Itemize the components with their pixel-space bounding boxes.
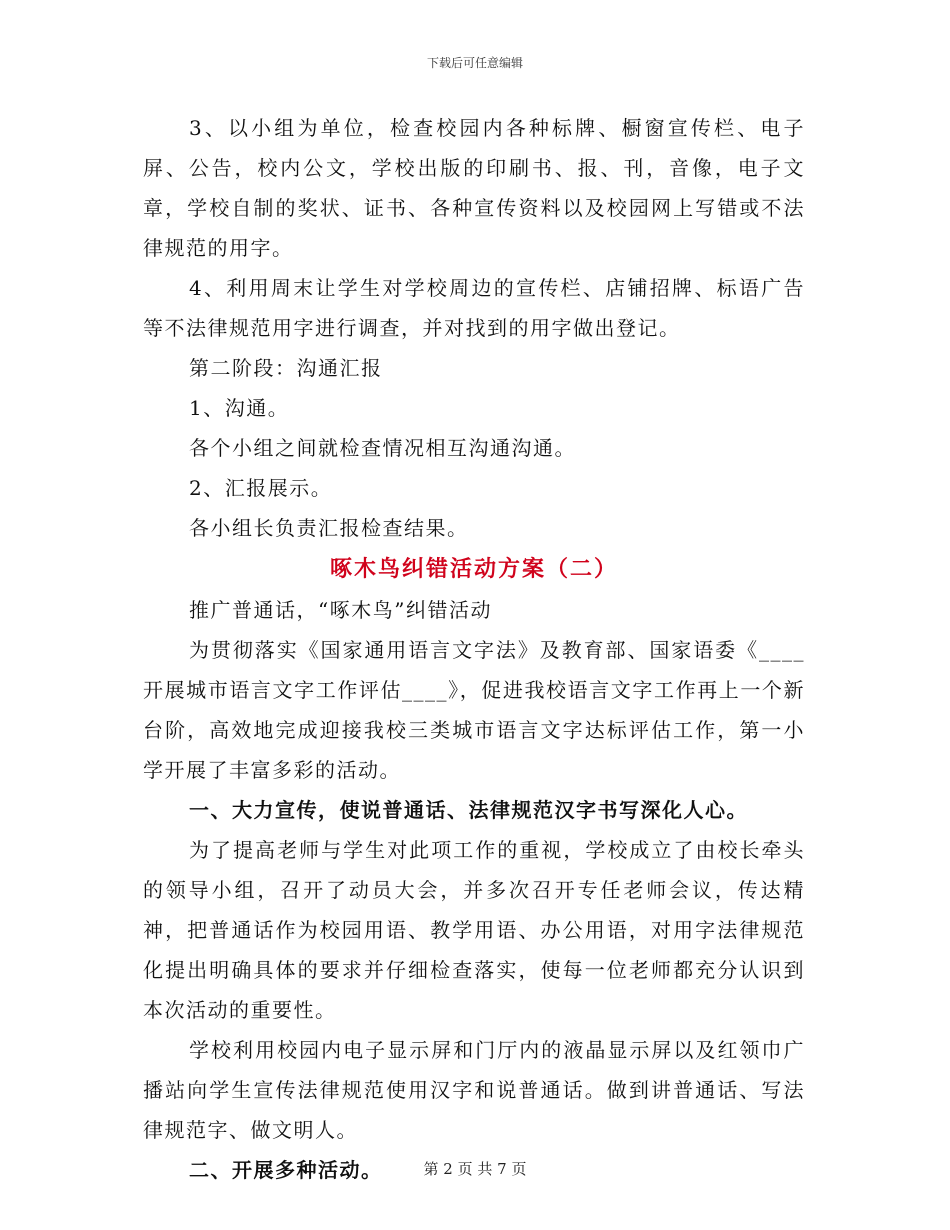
paragraph-report: 2、汇报展示。 <box>189 476 333 500</box>
paragraph-screens: 学校利用校园内电子显示屏和门厅内的液晶显示屏以及红领巾广播站向学生宣传法律规范使用汉字和说普通话。做到讲普通话、写法律规范字、做文明人。 <box>143 1038 805 1142</box>
heading-publicity: 一、大力宣传，使说普通话、法律规范汉字书写深化人心。 <box>189 798 748 822</box>
paragraph-communicate-detail: 各个小组之间就检查情况相互沟通沟通。 <box>189 436 576 460</box>
paragraph-stage-two: 第二阶段：沟通汇报 <box>189 356 383 380</box>
paragraph-intro: 推广普通话，“啄木鸟”纠错活动 <box>189 598 492 622</box>
paragraph-leadership: 为了提高老师与学生对此项工作的重视，学校成立了由校长牵头的领导小组，召开了动员大会，并多次召开专任老师会议，传达精神，把普通话作为校园用语、教学用语、办公用语，对用字法律规范化提出明确具体的要求并仔细检查落实，使每一位老师都充分认识到本次活动的重要性。 <box>143 838 805 1022</box>
page-footer: 第 2 页 共 7 页 <box>423 1160 527 1178</box>
paragraph-communicate: 1、沟通。 <box>189 396 290 420</box>
heading-activities: 二、开展多种活动。 <box>189 1158 383 1182</box>
document-body <box>143 108 805 1190</box>
section-title: 啄木鸟纠错活动方案（二） <box>329 556 618 582</box>
paragraph-purpose: 为贯彻落实《国家通用语言文字法》及教育部、国家语委《____开展城市语言文字工作评估____》，促进我校语言文字工作再上一个新台阶，高效地完成迎接我校三类城市语言文字达标评估工作，第一小学开展了丰富多彩的活动。 <box>143 638 805 782</box>
paragraph-report-detail: 各小组长负责汇报检查结果。 <box>189 516 469 540</box>
page-header: 下载后可任意编辑 <box>426 56 523 70</box>
paragraph-step-3: 3、以小组为单位，检查校园内各种标牌、橱窗宣传栏、电子屏、公告，校内公文，学校出版的印刷书、报、刊，音像，电子文章，学校自制的奖状、证书、各种宣传资料以及校园网上写错或不法律规范的用字。 <box>143 116 805 260</box>
paragraph-step-4: 4、利用周末让学生对学校周边的宣传栏、店铺招牌、标语广告等不法律规范用字进行调查，并对找到的用字做出登记。 <box>143 276 805 340</box>
